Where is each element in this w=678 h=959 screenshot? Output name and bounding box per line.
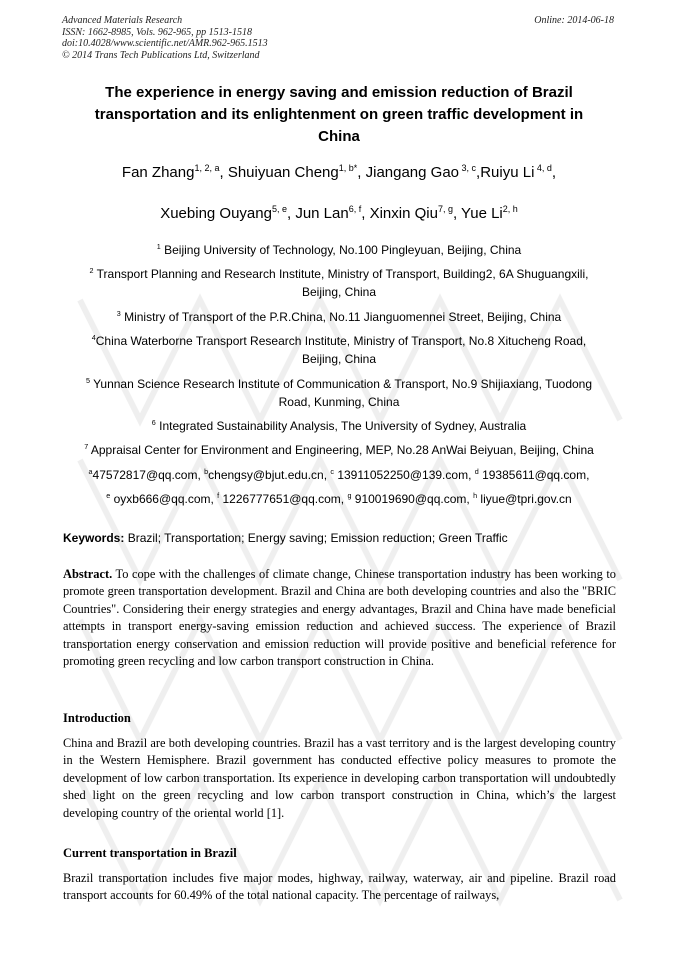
author-name: Xinxin Qiu [369, 205, 438, 222]
affiliation-number: 3 [116, 309, 121, 318]
title-line: The experience in energy saving and emission reduction of Brazil [105, 84, 573, 101]
author-name: Jiangang Gao [365, 164, 460, 181]
author-superscript: 5, e [271, 204, 287, 214]
affiliation-2 [60, 265, 618, 301]
author-superscript: 2, h [502, 204, 518, 214]
email-superscript: a [88, 467, 93, 476]
author-name: Jun Lan [295, 205, 349, 222]
author-superscript: 6, f [348, 204, 362, 214]
author-line-2 [40, 205, 638, 222]
affiliation-number: 2 [89, 266, 94, 275]
email-superscript: c [330, 467, 334, 476]
affiliation-3 [60, 308, 618, 326]
current-transportation-text: Brazil transportation includes five major modes, highway, railway, waterway, air and pipeline. Brazil road transport accounts for 60.49% of the total national capacity. The percentage of railways, [63, 871, 616, 903]
affiliation-text: Appraisal Center for Environment and Engineering, MEP, No.28 AnWai Beiyuan, Beijing, China [88, 443, 594, 457]
email-address: liyue@tpri.gov.cn [477, 492, 572, 506]
email-address: chengsy@bjut.edu.cn, [208, 468, 331, 482]
affiliation-text: Road, Kunming, China [278, 395, 400, 409]
author-superscript: 3, c [459, 163, 477, 173]
keywords-label: Keywords: [63, 531, 125, 545]
affiliation-number: 4 [91, 333, 96, 342]
abstract [63, 566, 616, 670]
email-address: 910019690@qq.com, [351, 492, 474, 506]
author-name: Xuebing Ouyang [160, 205, 272, 222]
affiliation-number: 6 [151, 418, 156, 427]
abstract-label: Abstract. [63, 567, 113, 581]
affiliation-4 [60, 332, 618, 368]
email-line-1 [40, 466, 638, 484]
author-name: Fan Zhang [121, 164, 195, 181]
title-line: China [318, 128, 360, 145]
affiliation-text: China Waterborne Transport Research Institute, Ministry of Transport, No.8 Xitucheng Road, [95, 334, 587, 348]
email-superscript: d [474, 467, 479, 476]
current-transportation-heading: Current transportation in Brazil [63, 846, 237, 860]
introduction-heading: Introduction [63, 711, 131, 725]
author-name: Ruiyu Li [480, 164, 535, 181]
author-superscript: 1, 2, a [194, 163, 220, 173]
email-superscript: e [106, 491, 111, 500]
doi-line: doi:10.4028/www.scientific.net/AMR.962-965.1513 [62, 38, 268, 49]
affiliation-number: 1 [156, 242, 161, 251]
introduction-text: China and Brazil are both developing countries. Brazil has a vast territory and is the largest developing country in the Western Hemisphere. Brazil government has conducted effective policy measures to promote the development of low carbon transportation. Its experience in developing carbon transportation will undoubtedly shed light on the green recycling and low carbon transport construction in China, which’s the largest developing country of the oriental world [1]. [63, 736, 616, 820]
publication-info [62, 15, 268, 61]
affiliation-text: Beijing University of Technology, No.100 Pingleyuan, Beijing, China [160, 243, 522, 257]
author-name: Yue Li [461, 205, 503, 222]
email-superscript: b [204, 467, 209, 476]
author-separator: , [357, 164, 366, 181]
email-address: 1226777651@qq.com, [219, 492, 348, 506]
author-superscript: 4, d [534, 163, 552, 173]
affiliation-text: Beijing, China [301, 285, 377, 299]
affiliation-text: Yunnan Science Research Institute of Communication & Transport, No.9 Shijiaxiang, Tuodong [89, 377, 593, 391]
email-address: 47572817@qq.com, [92, 468, 205, 482]
email-line-2 [40, 490, 638, 508]
author-line-1 [40, 164, 638, 181]
author-separator: , [219, 164, 228, 181]
issn-line: ISSN: 1662-8985, Vols. 962-965, pp 1513-1518 [62, 26, 252, 38]
affiliation-text: Transport Planning and Research Institute, Ministry of Transport, Building2, 6A Shuguangxili, [93, 267, 589, 281]
copyright-line: © 2014 Trans Tech Publications Ltd, Switzerland [62, 49, 260, 61]
author-separator: , [452, 205, 462, 222]
affiliation-text: Integrated Sustainability Analysis, The University of Sydney, Australia [155, 419, 527, 433]
affiliation-1 [60, 241, 618, 259]
affiliation-text: Ministry of Transport of the P.R.China, No.11 Jianguomennei Street, Beijing, China [120, 310, 562, 324]
abstract-text: To cope with the challenges of climate change, Chinese transportation industry has been working to promote green transportation development. Brazil and China are both developing countries and also the "BRIC Countries". Considering their energy strategies and energy advantages, Brazil and China have made beneficial attempts in transport energy-saving emission reduction and achieved success. The experience of Brazil transportation energy conservation and emission reduction will provide positive and beneficial reference for promoting green recycling and low carbon transport construction in China. [63, 567, 616, 669]
email-superscript: g [347, 491, 352, 500]
affiliation-text: Beijing, China [301, 352, 377, 366]
author-separator: , [286, 205, 296, 222]
paper-title [70, 82, 608, 148]
email-superscript: f [217, 491, 220, 500]
email-superscript: h [473, 491, 478, 500]
email-address: oyxb666@qq.com, [110, 492, 218, 506]
author-name: Shuiyuan Cheng [227, 164, 339, 181]
journal-name: Advanced Materials Research [62, 15, 183, 26]
affiliation-number: 7 [84, 442, 89, 451]
affiliation-6 [60, 417, 618, 435]
title-line: transportation and its enlightenment on green traffic development in [94, 106, 584, 123]
author-superscript: 1, b* [338, 163, 358, 173]
email-address: 19385611@qq.com, [478, 468, 590, 482]
author-separator: , [551, 164, 557, 181]
keywords [63, 531, 623, 545]
online-date: Online: 2014-06-18 [534, 15, 614, 26]
affiliation-5 [60, 375, 618, 411]
affiliation-number: 5 [85, 376, 90, 385]
author-superscript: 7, g [437, 204, 453, 214]
keywords-text: Brazil; Transportation; Energy saving; Emission reduction; Green Traffic [124, 531, 508, 545]
author-separator: , [361, 205, 370, 222]
affiliation-7 [60, 441, 618, 459]
author-separator: , [476, 164, 481, 181]
email-address: 13911052250@139.com, [334, 468, 475, 482]
